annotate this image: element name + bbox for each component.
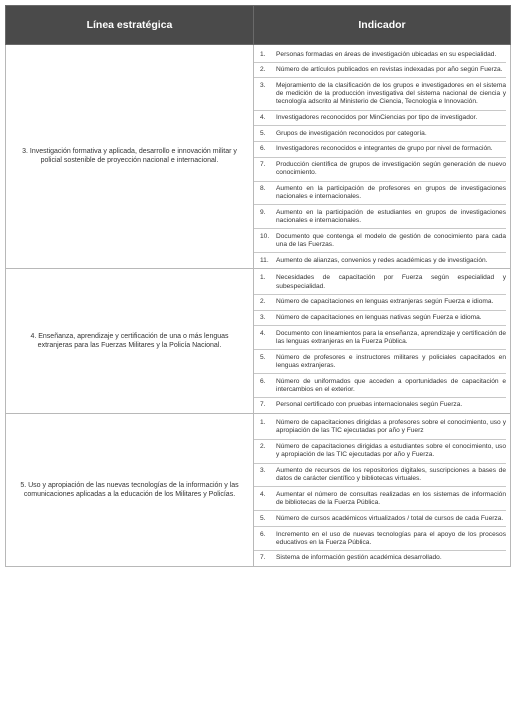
table-row: [6, 268, 511, 413]
indicator-text: Personas formadas en áreas de investigación ubicadas en su especialidad.: [276, 50, 497, 58]
indicator-text: Aumento en la participación de profesores en grupos de investigaciones nacionales e internacionales.: [276, 185, 506, 201]
indicator-item: [254, 158, 506, 182]
header-indicator: Indicador: [254, 6, 511, 45]
indicator-item: [254, 111, 506, 127]
indicator-number: 3.: [260, 81, 266, 89]
indicator-item: [254, 78, 506, 110]
indicator-number: 3.: [260, 314, 266, 322]
indicator-text: Personal certificado con pruebas internacionales según Fuerza.: [276, 401, 463, 409]
indicator-text: Número de uniformados que acceden a oportunidades de capacitación e intercambios en el exterior.: [276, 377, 506, 393]
table-header-row: [6, 6, 511, 45]
indicator-number: 1.: [260, 419, 266, 427]
indicator-item: [254, 126, 506, 142]
indicator-text: Número de profesores e instructores militares y policiales capacitados en lenguas extranjeras.: [276, 353, 506, 369]
indicator-list: [254, 413, 511, 566]
indicator-item: [254, 47, 506, 63]
indicator-number: 6.: [260, 530, 266, 538]
indicator-number: 4.: [260, 329, 266, 337]
strategic-line-cell: 5. Uso y apropiación de las nuevas tecnologías de la información y las comunicaciones aplicadas a la educación de los Militares y Policías.: [6, 413, 254, 566]
indicator-item: [254, 374, 506, 398]
indicator-item: [254, 398, 506, 413]
indicator-number: 5.: [260, 514, 266, 522]
indicator-number: 2.: [260, 66, 266, 74]
indicator-text: Investigadores reconocidos e integrantes de grupo por nivel de formación.: [276, 145, 493, 153]
indicator-number: 5.: [260, 129, 266, 137]
indicator-text: Aumento de alianzas, convenios y redes académicas y de investigación.: [276, 256, 488, 264]
indicator-text: Número de capacitaciones dirigidas a estudiantes sobre el conocimiento, uso y apropiación de las TIC ejecutadas por año y Fuerza.: [276, 443, 506, 459]
indicator-item: [254, 295, 506, 311]
indicator-item: [254, 464, 506, 488]
indicator-item: [254, 440, 506, 464]
indicator-number: 7.: [260, 554, 266, 562]
strategic-line-cell: 4. Enseñanza, aprendizaje y certificación de una o más lenguas extranjeras para las Fuerzas Militares y la Policía Nacional.: [6, 268, 254, 413]
indicators-table: [5, 5, 511, 567]
indicator-item: [254, 182, 506, 206]
indicator-number: 2.: [260, 298, 266, 306]
indicator-text: Aumentar el número de consultas realizadas en los sistemas de información de bibliotecas de la Fuerza Pública.: [276, 490, 506, 507]
indicator-text: Número de capacitaciones en lenguas nativas según Fuerza e idioma.: [276, 314, 482, 322]
indicator-text: Sistema de información gestión académica desarrollado.: [276, 554, 442, 562]
indicator-text: Investigadores reconocidos por MinCiencias por tipo de investigador.: [276, 114, 478, 122]
indicator-item: [254, 311, 506, 327]
indicator-item: [254, 63, 506, 79]
indicator-number: 8.: [260, 185, 266, 193]
indicator-item: [254, 229, 506, 253]
indicator-text: Número de capacitaciones en lenguas extranjeras según Fuerza e idioma.: [276, 298, 494, 306]
indicator-item: [254, 487, 506, 511]
indicator-number: 6.: [260, 145, 266, 153]
indicator-item: [254, 271, 506, 295]
strategic-line-cell: 3. Investigación formativa y aplicada, desarrollo e innovación militar y policial sostenible de proyección nacional e internacional.: [6, 45, 254, 269]
indicator-number: 3.: [260, 467, 266, 474]
indicator-text: Producción científica de grupos de investigación según generación de nuevo conocimiento.: [276, 161, 506, 177]
indicator-number: 6.: [260, 377, 266, 385]
indicator-text: Número de cursos académicos virtualizados / total de cursos de cada Fuerza.: [276, 514, 504, 522]
indicator-number: 1.: [260, 50, 266, 58]
indicator-number: 7.: [260, 161, 266, 169]
indicator-text: Aumento de recursos de los repositorios digitales, suscripciones a bases de datos de carácter científico y bibliotecas virtuales.: [276, 467, 506, 483]
indicator-text: Grupos de investigación reconocidos por categoría.: [276, 129, 427, 137]
indicator-item: [254, 416, 506, 440]
indicator-text: Aumento en la participación de estudiantes en grupos de investigaciones nacionales e internacionales.: [276, 208, 506, 225]
table-row: [6, 45, 511, 269]
indicator-item: [254, 253, 506, 268]
indicator-list: [254, 268, 511, 413]
indicator-number: 4.: [260, 490, 266, 498]
indicator-text: Mejoramiento de la clasificación de los grupos e investigadores en el sistema de medición de la producción investigativa del sistema nacional de ciencia y tecnología adscrito al Ministerio de Ciencia, Tecnología e Innovación.: [276, 81, 506, 106]
indicator-number: 1.: [260, 274, 266, 282]
indicator-number: 11.: [260, 256, 269, 264]
indicator-item: [254, 511, 506, 527]
indicator-item: [254, 205, 506, 229]
indicator-number: 2.: [260, 443, 266, 451]
indicator-item: [254, 350, 506, 374]
indicator-list: [254, 45, 511, 269]
indicator-item: [254, 142, 506, 158]
indicator-item: [254, 326, 506, 350]
table-row: [6, 413, 511, 566]
indicator-text: Incremento en el uso de nuevas tecnologías para el apoyo de los procesos educativos en la Fuerza Pública.: [276, 530, 506, 546]
indicator-number: 4.: [260, 114, 266, 122]
indicator-item: [254, 551, 506, 566]
indicator-item: [254, 527, 506, 551]
indicator-text: Número de capacitaciones dirigidas a profesores sobre el conocimiento, uso y apropiación de las TIC ejecutadas por año y Fuerz: [276, 419, 506, 435]
indicator-number: 7.: [260, 401, 266, 409]
indicator-text: Número de artículos publicados en revistas indexadas por año según Fuerza.: [276, 66, 503, 74]
indicator-number: 5.: [260, 353, 266, 361]
indicator-text: Necesidades de capacitación por Fuerza según especialidad y subespecialidad.: [276, 274, 506, 290]
indicator-text: Documento con lineamientos para la enseñanza, aprendizaje y certificación de las lenguas extranjeras en la Fuerza Pública.: [276, 329, 506, 345]
indicator-number: 9.: [260, 208, 266, 216]
indicator-number: 10.: [260, 232, 270, 240]
indicator-text: Documento que contenga el modelo de gestión de conocimiento para cada una de las Fuerzas.: [276, 232, 506, 249]
header-strategic-line: Línea estratégica: [6, 6, 254, 45]
